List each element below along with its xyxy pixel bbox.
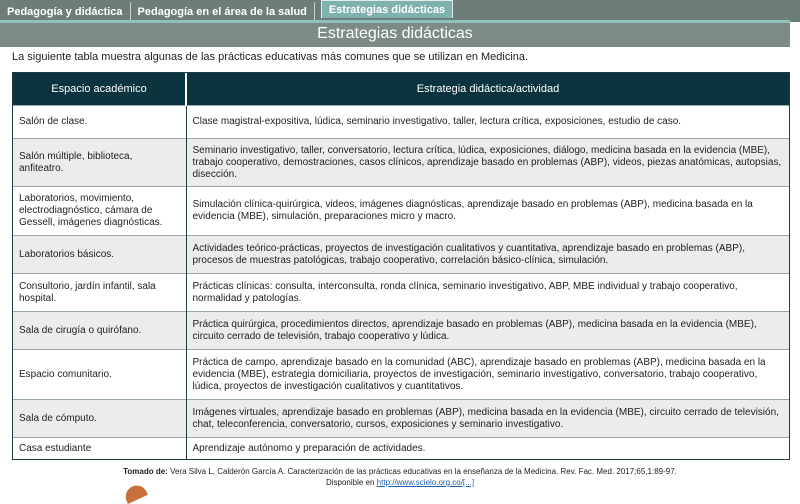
footnote-citation: Vera Silva L, Calderón García A. Caracterización de las prácticas educativas en la enseñanza de la Medicina. Rev. Fac. Med. 2017;65,1:89-97. [170, 467, 677, 476]
column-header-strategy: Estrategia didáctica/actividad [186, 73, 789, 106]
cell-space: Casa estudiante [13, 438, 186, 460]
cell-space: Laboratorios, movimiento, electrodiagnóstico, cámara de Gessell, imágenes diagnósticas. [13, 187, 186, 236]
table-row [13, 187, 789, 236]
cell-strategy: Actividades teórico-prácticas, proyectos de investigación cualitativos y cuantitativa, aprendizaje basado en problemas (ABP), procesos de muestras patológicas, trabajo cooperativo, correlación básico-clínica, simulación. [186, 236, 789, 274]
source-footnote [0, 466, 800, 488]
cell-space: Espacio comunitario. [13, 350, 186, 400]
tab-pedagogia-didactica[interactable]: Pedagogía y didáctica [0, 2, 131, 22]
cell-strategy: Imágenes virtuales, aprendizaje basado en problemas (ABP), medicina basada en la evidencia (MBE), circuito cerrado de televisión, chat, teleconferencia, conversatorio, cursos, exposiciones y seminario investigativo. [186, 400, 789, 438]
footnote-available: Disponible en [325, 478, 375, 487]
cell-strategy: Simulación clínica-quirúrgica, videos, imágenes diagnósticas, aprendizaje basado en problemas (ABP), medicina basada en la evidencia (MBE), simulación, preparaciones micro y macro. [186, 187, 789, 236]
cell-strategy: Práctica de campo, aprendizaje basado en la comunidad (ABC), aprendizaje basado en problemas (ABP), medicina basada en la evidencia (MBE), estrategia domiciliaria, proyectos de investigación, seminario investigativo, conversatorio, trabajo cooperativo, lúdica, proyectos de investigación cualitativos y cuantitativos. [186, 350, 789, 400]
tab-pedagogia-salud[interactable]: Pedagogía en el área de la salud [131, 2, 315, 22]
table-row [13, 139, 789, 187]
column-header-space: Espacio académico [13, 73, 186, 106]
cell-space: Consultorio, jardín infantil, sala hospital. [13, 274, 186, 312]
source-link[interactable]: http://www.scielo.org.co/[...] [376, 478, 475, 487]
table-row [13, 400, 789, 438]
cell-strategy: Clase magistral-expositiva, lúdica, seminario investigativo, taller, lectura crítica, exposiciones, estudio de caso. [186, 106, 789, 139]
tab-estrategias-didacticas[interactable]: Estrategias didácticas [321, 0, 453, 18]
table-row [13, 274, 789, 312]
cell-strategy: Prácticas clínicas: consulta, interconsulta, ronda clínica, seminario investigativo, ABP, MBE individual y trabajo cooperativo, normalidad y patologías. [186, 274, 789, 312]
section-title: Estrategias didácticas [0, 20, 790, 47]
table-row [13, 438, 789, 460]
table-row [13, 236, 789, 274]
table-row [13, 350, 789, 400]
strategies-table [12, 72, 790, 460]
cell-strategy: Práctica quirúrgica, procedimientos directos, aprendizaje basado en problemas (ABP), medicina basada en la evidencia (MBE), circuito cerrado de televisión, trabajo cooperativo y lúdica. [186, 312, 789, 350]
cell-space: Laboratorios básicos. [13, 236, 186, 274]
cell-space: Sala de cómputo. [13, 400, 186, 438]
cell-space: Sala de cirugía o quirófano. [13, 312, 186, 350]
table-row [13, 106, 789, 139]
tab-bar [0, 0, 800, 22]
cell-strategy: Seminario investigativo, taller, conversatorio, lectura crítica, lúdica, exposiciones, diálogo, medicina basada en la evidencia (MBE), trabajo cooperativo, demostraciones, casos clínicos, aprendizaje basado en problemas (ABP), videos, piezas anatómicas, autopsias, disección. [186, 139, 789, 187]
table-row [13, 312, 789, 350]
cell-strategy: Aprendizaje autónomo y preparación de actividades. [186, 438, 789, 460]
cell-space: Salón múltiple, biblioteca, anfiteatro. [13, 139, 186, 187]
footnote-label: Tomado de: [123, 467, 168, 476]
cell-space: Salón de clase. [13, 106, 186, 139]
table-header-row [13, 73, 789, 106]
intro-text: La siguiente tabla muestra algunas de las prácticas educativas más comunes que se utilizan en Medicina. [12, 51, 529, 63]
